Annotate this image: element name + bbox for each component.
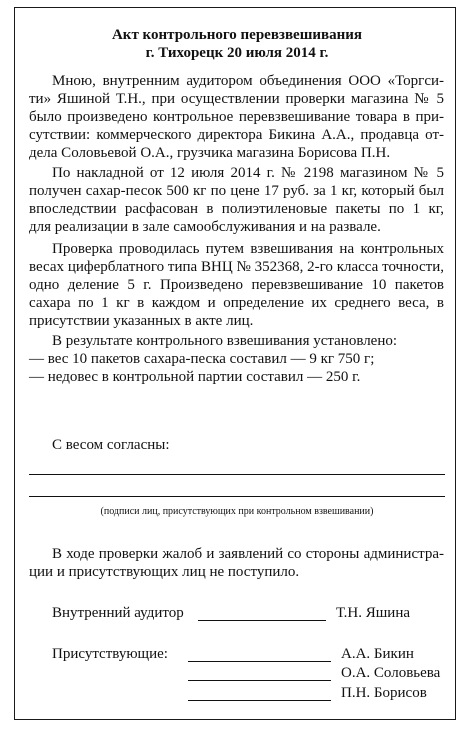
present-signature-line [188,661,331,662]
paragraph-line: дела Соловьевой О.А., грузчика магазина Борисова П.Н. [29,145,391,161]
paragraph-line: впоследствии расфасован в полиэтиленовые пакеты по 1 кг, [29,201,444,217]
paragraph-line: Проверка проводилась путем взвешивания на контрольных [52,241,444,257]
document-place-date: г. Тихорецк 20 июля 2014 г. [145,45,329,61]
document-title: Акт контрольного перевзвешивания [111,27,363,43]
closing-line: В ходе проверки жалоб и заявлений со стороны администра- [52,546,444,562]
signature-line [29,474,445,475]
auditor-role: Внутренний аудитор [52,605,184,621]
result-weight-line: — вес 10 пакетов сахара-песка составил — 9 кг 750 г; [29,351,375,367]
paragraph-line: присутствии указанных в акте лиц. [29,313,254,329]
signatures-caption: (подписи лиц, присутствующих при контрольном взвешивании) [100,506,374,517]
present-signature-line [188,680,331,681]
present-label: Присутствующие: [52,646,168,662]
closing-line: ции и присутствующих лиц не поступило. [29,564,300,580]
paragraph-line: В результате контрольного взвешивания установлено: [52,333,398,349]
present-name: А.А. Бикин [341,646,414,662]
signature-line [29,496,445,497]
paragraph-line: сахара по 1 кг в каждом и определение их среднего веса, в [29,295,444,311]
paragraph-line: Мною, внутренним аудитором объединения ООО «Торгси- [52,73,444,89]
present-name: О.А. Соловьева [341,665,441,681]
present-name: П.Н. Борисов [341,685,427,701]
paragraph-line: одно деление 5 г. Произведено перевзвешивание 10 пакетов [29,277,444,293]
auditor-name: Т.Н. Яшина [336,605,411,621]
auditor-signature-line [198,620,326,621]
agreement-label: С весом согласны: [52,437,170,453]
paragraph-line: для реализации в зале самообслуживания и на развале. [29,219,381,235]
present-signature-line [188,700,331,701]
paragraph-line: весах циферблатного типа ВНЦ № 352368, 2-го класса точности, [29,259,444,275]
paragraph-line: ти» Яшиной Т.Н., при осуществлении проверки магазина № 5 [29,91,444,107]
paragraph-line: сутствии: коммерческого директора Бикина А.А., продавца от- [29,127,444,143]
result-shortage-line: — недовес в контрольной партии составил — 250 г. [29,369,361,385]
paragraph-line: По накладной от 12 июля 2014 г. № 2198 магазином № 5 [52,165,444,181]
paragraph-line: было произведено контрольное перевзвешивание товара в при- [29,109,444,125]
paragraph-line: получен сахар-песок 500 кг по цене 17 руб. за 1 кг, который был [29,183,444,199]
